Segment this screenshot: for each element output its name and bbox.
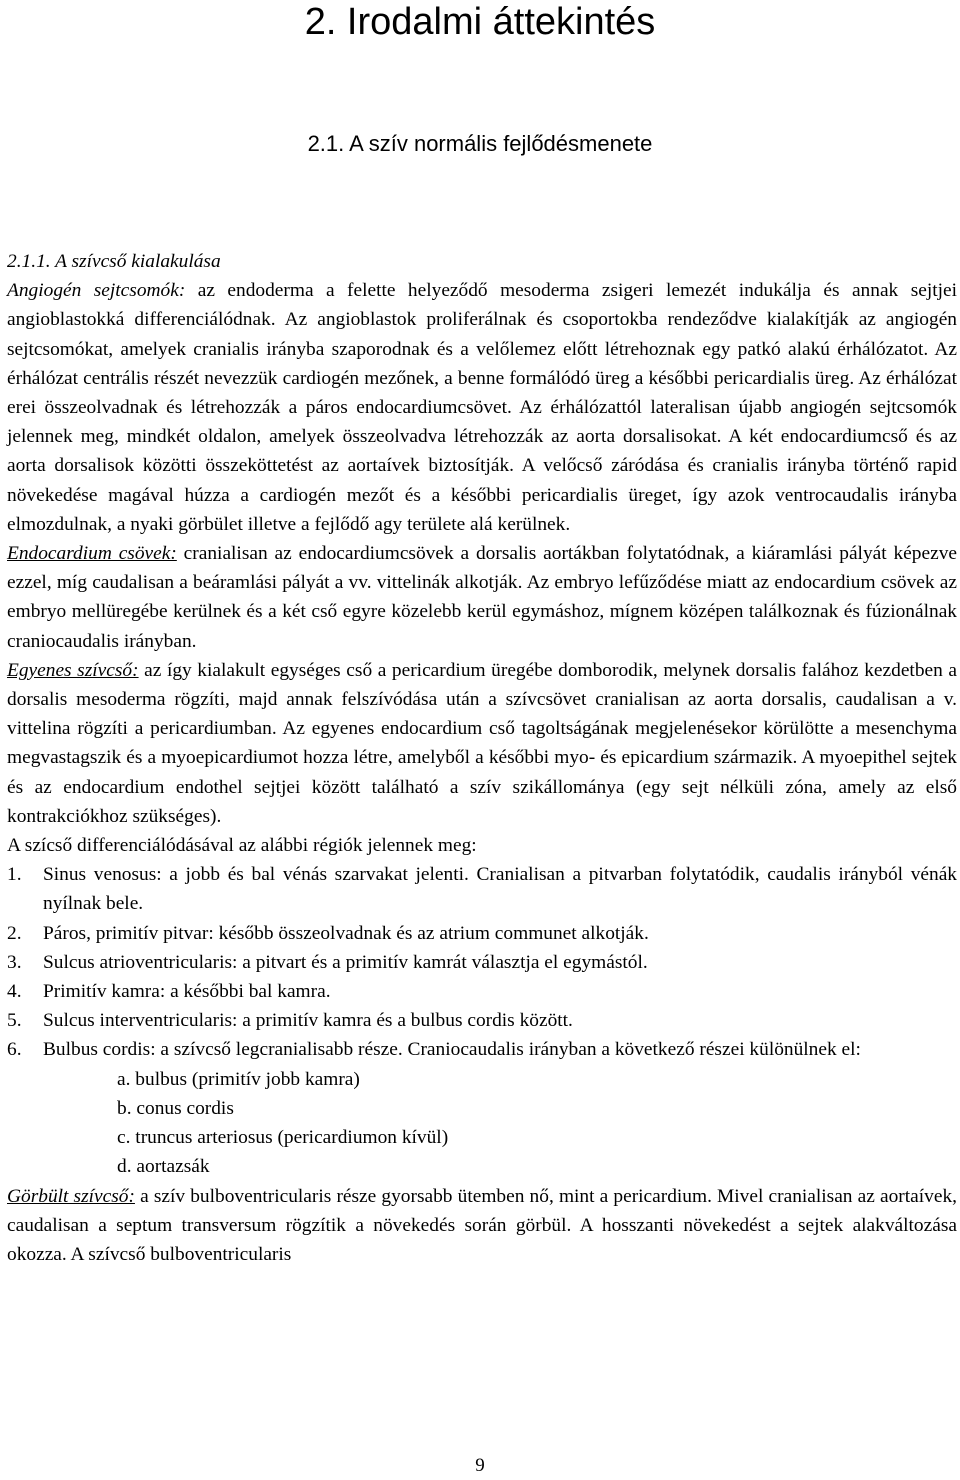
paragraph-angiogen — [7, 276, 957, 539]
list-number: 1. — [7, 864, 22, 886]
list-item — [7, 1006, 957, 1035]
sub-list-item: d. aortazsák — [117, 1156, 210, 1178]
paragraph-endocardium-text: cranialisan az endocardiumcsövek a dorsalis aortákban folytatódnak, a kiáramlási pályát képezve ezzel, míg caudalisan a beáramlási pályát a vv. vittelinák alkotják. Az embryo lefűződése miatt az endocardium csövek az embryo mellüregébe kerülnek és a két cső egyre közelebb kerül egymáshoz, mígnem középen találkoznak és fúzionálnak craniocaudalis irányban. — [7, 543, 957, 652]
list-text: Páros, primitív pitvar: később összeolvadnak és az atrium communet alkotják. — [43, 922, 649, 944]
list-text: Sulcus atrioventricularis: a pitvart és a primitív kamrát választja el egymástól. — [43, 951, 648, 973]
list-item — [7, 948, 957, 977]
list-number: 5. — [7, 1010, 22, 1032]
section-title: 2.1. A szív normális fejlődésmenete — [307, 131, 653, 156]
list-item — [7, 977, 957, 1006]
sub-list-item: c. truncus arteriosus (pericardiumon kívül) — [117, 1127, 449, 1149]
list-text: Primitív kamra: a későbbi bal kamra. — [43, 981, 331, 1003]
list-item — [7, 919, 957, 948]
list-text: Bulbus cordis: a szívcső legcranialisabb része. Craniocaudalis irányban a következő részei különülnek el: — [43, 1039, 861, 1061]
chapter-title: 2. Irodalmi áttekintés — [304, 1, 656, 43]
sub-list-item: b. conus cordis — [117, 1097, 234, 1119]
bulbus-parts-list — [7, 1065, 957, 1182]
paragraph-gorbult — [7, 1182, 957, 1270]
paragraph-endocardium — [7, 539, 957, 656]
list-text: Sinus venosus: a jobb és bal vénás szarvakat jelenti. Cranialisan a pitvarban folytatódik, caudalis irányból vénák nyílnak bele. — [43, 864, 957, 915]
list-number: 4. — [7, 981, 22, 1003]
list-item — [7, 1035, 957, 1064]
paragraph-angiogen-text: az endoderma a felette helyeződő mesoderma zsigeri lemezét indukálja és annak sejtjei angioblastokká differenciálódnak. Az angioblastok proliferálnak és csoportokba rendeződve kialakítják az angiogén sejtcsomókat, amelyek cranialis irányba szaporodnak és a velőlemez előtt létrehoznak egy patkó alakú érhálózatot. Az érhálózat centrális részét nevezzük cardiogén mezőnek, a benne formálódó üreg a későbbi pericardialis üreg. Az érhálózat erei összeolvadnak és létrehozzák a páros endocardiumcsövet. Az érhálózattól lateralisan újabb angiogén sejtcsomók jelennek meg, mindkét oldalon, amelyek összeolvadva létrehozzák az aorta dorsalisokat. A két endocardiumcső és az aorta dorsalisok közötti összeköttetést az aortaívek biztosítják. A velőcső záródása és cranialis irányba történő rapid növekedése magával húzza a cardiogén mezőt és a későbbi pericardialis üreget, így azok ventrocaudalis irányba elmozdulnak, a nyaki görbület illetve a fejlődő agy területe alá kerülnek. — [7, 280, 957, 535]
paragraph-egyenes-text: az így kialakult egységes cső a pericardium üregébe domborodik, melynek dorsalis falához kezdetben a dorsalis mesoderma rögzíti, majd annak felszívódása után a szívcsövet cranialisan az aorta dorsalis, caudalisan a v. vittelina rögzíti a pericardiumban. Az egyenes endocardium cső tagoltságának megjelenésekor körülötte a mesenchyma megvastagszik és a myoepicardiumot hozza létre, amelyből a későbbi myo- és epicardium származik. A myoepithel sejtek és az endocardium endothel sejtjei között található a szív szikállománya (egy sejt nélküli zóna, amely az első kontrakciókhoz szükséges). — [7, 659, 958, 827]
list-number: 3. — [7, 951, 22, 973]
term-endocardium: Endocardium csövek: — [7, 543, 177, 565]
body-text — [7, 247, 957, 1269]
regions-list — [7, 860, 957, 1064]
term-egyenes: Egyenes szívcső: — [7, 659, 139, 681]
list-number: 2. — [7, 922, 22, 944]
subsection-title: A szívcső kialakulása — [55, 251, 221, 272]
page-number: 9 — [475, 1455, 485, 1476]
list-item — [7, 860, 957, 918]
regions-intro: A szícső differenciálódásával az alábbi régiók jelennek meg: — [7, 835, 477, 857]
subsection-heading — [7, 247, 957, 276]
term-angiogen: Angiogén sejtcsomók: — [7, 280, 186, 302]
list-number: 6. — [7, 1039, 22, 1061]
term-gorbult: Görbült szívcső: — [7, 1185, 135, 1207]
subsection-number: 2.1.1. — [7, 251, 51, 272]
list-text: Sulcus interventricularis: a primitív kamra és a bulbus cordis között. — [43, 1010, 573, 1032]
paragraph-egyenes — [7, 656, 957, 831]
paragraph-gorbult-text: a szív bulboventricularis része gyorsabb ütemben nő, mint a pericardium. Mivel cranialisan az aortaívek, caudalisan a septum transversum rögzítik a növekedés során görbül. A hosszanti növekedést a sejtek alakváltozása okozza. A szívcső bulboventricularis — [7, 1185, 957, 1265]
sub-list-item: a. bulbus (primitív jobb kamra) — [117, 1068, 360, 1090]
